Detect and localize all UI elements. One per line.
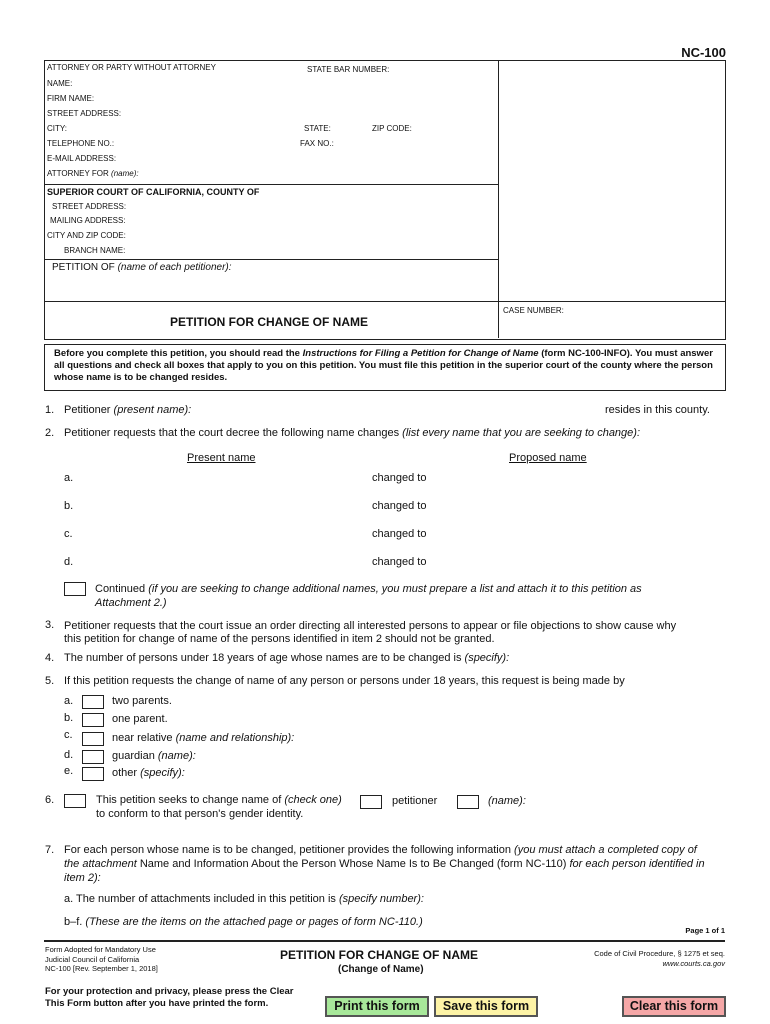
row-c-letter: c. [64,528,73,540]
proposed-name-header: Proposed name [509,452,587,464]
item6-line2: to conform to that person's gender identity. [96,808,304,820]
item4-text: The number of persons under 18 years of age whose names are to be changed is (specify): [64,652,510,664]
court-city-label: CITY AND ZIP CODE: [47,231,126,240]
item5-text: If this petition requests the change of name of any person or persons under 18 years, this request is being made by [64,675,625,687]
item6-petitioner-checkbox[interactable] [360,795,382,809]
header-title: PETITION FOR CHANGE OF NAME [170,315,368,329]
notice-text: Before you complete this petition, you should read the Instructions for Filing a Petition for Change of Name (form NC-100-INFO). You must answer all questions and check all boxes that apply to you on this petition. You must file this petition in the superior court of the county where the person whose name is to be changed resides. [54,348,713,383]
item2-num: 2. [45,427,55,439]
code-reference: Code of Civil Procedure, § 1275 et seq. www.courts.ca.gov [594,949,725,968]
continued-checkbox[interactable] [64,582,86,596]
item6-checkbox[interactable] [64,794,86,808]
item5e-text: other (specify): [112,767,185,779]
item2-text: Petitioner requests that the court decree the following name changes (list every name that you are seeking to change): [64,427,641,439]
row-a-changed: changed to [372,472,427,484]
item5e-letter: e. [64,765,74,777]
item1-tail: resides in this county. [605,404,710,416]
email-label: E-MAIL ADDRESS: [47,154,117,163]
item1-text: Petitioner (present name): [64,404,192,416]
street-label: STREET ADDRESS: [47,109,122,118]
attorney-label: ATTORNEY OR PARTY WITHOUT ATTORNEY [47,63,216,72]
item5a-checkbox[interactable] [82,695,104,709]
print-button[interactable]: Print this form [325,996,429,1017]
item6-text: This petition seeks to change name of (check one) [96,794,342,806]
court-street-label: STREET ADDRESS: [52,202,127,211]
clear-button[interactable]: Clear this form [622,996,726,1017]
form-id: NC-100 [681,45,726,60]
present-name-header: Present name [187,452,256,464]
item7-num: 7. [45,844,55,856]
save-button[interactable]: Save this form [434,996,538,1017]
item6-petitioner-label: petitioner [392,795,438,807]
name-label: NAME: [47,79,73,88]
court-mailing-label: MAILING ADDRESS: [50,216,126,225]
item1-num: 1. [45,404,55,416]
firm-label: FIRM NAME: [47,94,95,103]
court-branch-label: BRANCH NAME: [64,246,126,255]
continued-text: Continued (if you are seeking to change additional names, you must prepare a list and attach it to this petition as Attachment 2.) [95,583,642,609]
state-label: STATE: [304,124,331,133]
row-a-letter: a. [64,472,74,484]
item5e-checkbox[interactable] [82,767,104,781]
row-b-letter: b. [64,500,74,512]
item5a-text: two parents. [112,695,172,707]
item5c-checkbox[interactable] [82,732,104,746]
header-box [44,60,726,340]
phone-label: TELEPHONE NO.: [47,139,115,148]
item6-name-checkbox[interactable] [457,795,479,809]
case-number-label: CASE NUMBER: [503,306,564,315]
item7-text: For each person whose name is to be changed, petitioner provides the following information (you must attach a completed copy of the attachment Name and Information About the Person Whose Name Is to Be Changed (form NC-110) for each person identified in item 2): [64,844,705,884]
item5d-text: guardian (name): [112,750,196,762]
item5c-text: near relative (name and relationship): [112,732,295,744]
bar-label: STATE BAR NUMBER: [307,65,390,74]
item3-text: Petitioner requests that the court issue an order directing all interested persons to appear or file objections to show cause why this petition for change of name of the persons identified in item 2 should not be granted. [64,620,677,645]
item5b-checkbox[interactable] [82,713,104,727]
item7a-text: a. The number of attachments included in this petition is (specify number): [64,893,424,905]
attorney-for-label: ATTORNEY FOR (name): [47,169,139,178]
privacy-notice: For your protection and privacy, please press the Clear This Form button after you have printed the form. [45,986,294,1009]
row-c-changed: changed to [372,528,427,540]
row-d-letter: d. [64,556,74,568]
fax-label: FAX NO.: [300,139,334,148]
item5b-text: one parent. [112,713,168,725]
item6-num: 6. [45,794,55,806]
item6-name-label: (name): [488,795,526,807]
footer-title: PETITION FOR CHANGE OF NAME [280,948,478,962]
page-number: Page 1 of 1 [685,926,725,935]
row-b-changed: changed to [372,500,427,512]
zip-label: ZIP CODE: [372,124,412,133]
row-d-changed: changed to [372,556,427,568]
item7bf-text: b–f. (These are the items on the attached page or pages of form NC-110.) [64,916,423,928]
item5c-letter: c. [64,729,73,741]
item3-num: 3. [45,619,55,631]
item4-num: 4. [45,652,55,664]
court-label: SUPERIOR COURT OF CALIFORNIA, COUNTY OF [47,187,260,197]
item5a-letter: a. [64,695,74,707]
footer-subtitle: (Change of Name) [338,964,424,975]
petition-of-label: PETITION OF (name of each petitioner): [52,262,232,273]
city-label: CITY: [47,124,68,133]
form-adopted: Form Adopted for Mandatory Use Judicial Council of California NC-100 [Rev. September 1, 2018] [45,945,158,973]
item5d-checkbox[interactable] [82,750,104,764]
item5d-letter: d. [64,749,74,761]
item5-num: 5. [45,675,55,687]
item5b-letter: b. [64,712,74,724]
